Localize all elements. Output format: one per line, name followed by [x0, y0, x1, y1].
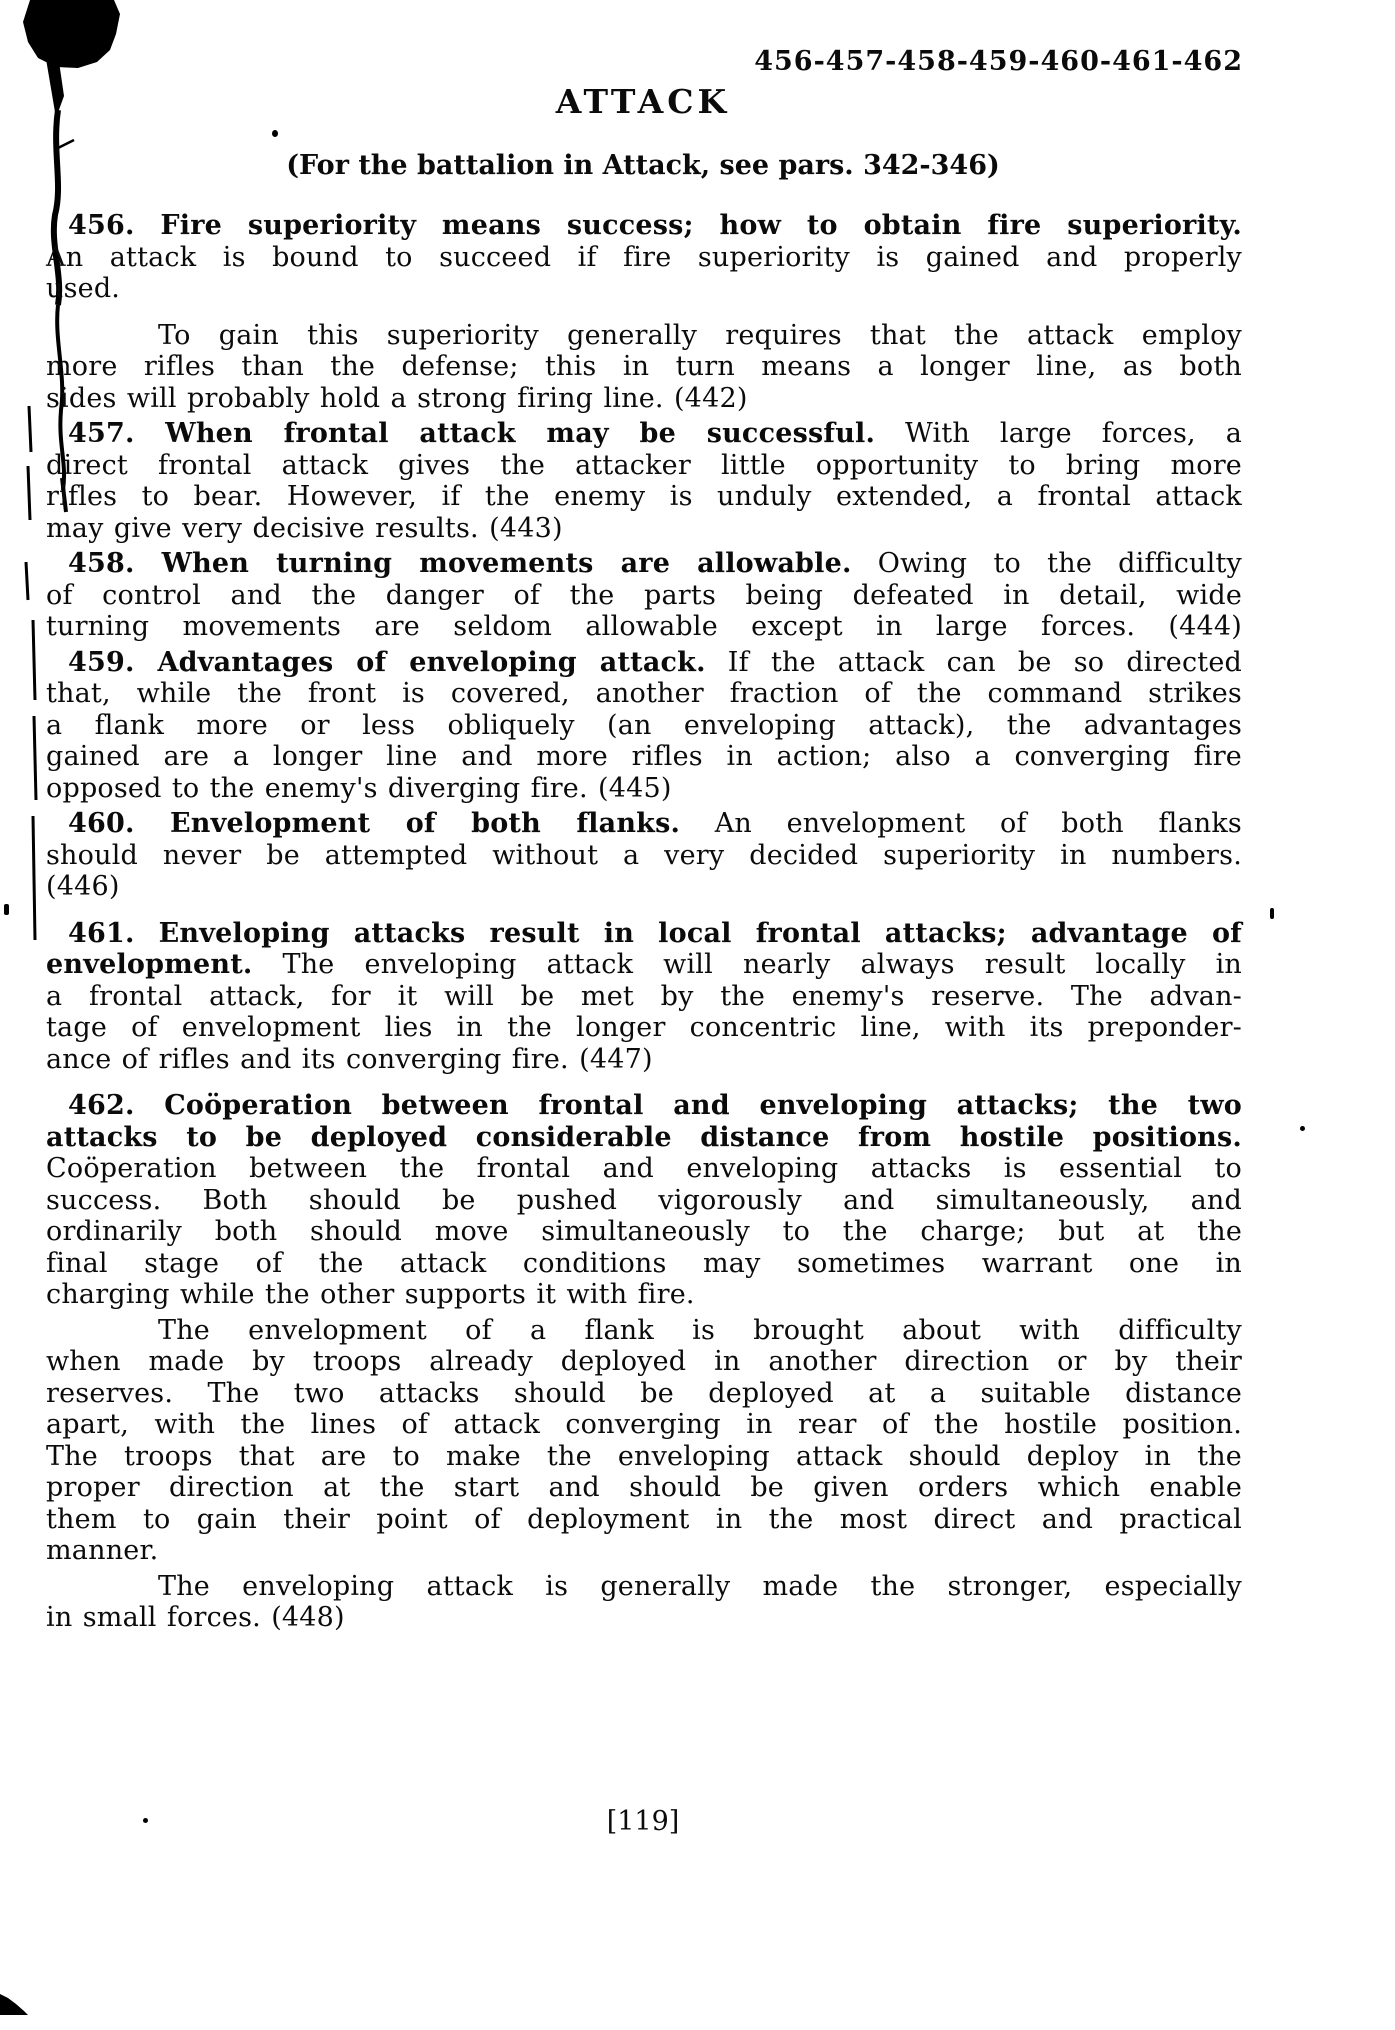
bold-text-segment: 459. Advantages of enveloping attack.: [68, 646, 706, 678]
text-segment: sides will probably hold a strong firing line. (442): [46, 382, 748, 414]
text-segment: success. Both should be pushed vigorously and simultaneously, and: [46, 1184, 1242, 1216]
bold-text-segment: 458. When turning movements are allowable.: [68, 548, 852, 579]
text-segment: The enveloping attack will nearly always result locally in: [252, 949, 1242, 980]
paragraph: [46, 418, 1242, 544]
header-paragraph-numbers: 456-457-458-459-460-461-462: [754, 46, 1243, 77]
text-line: [46, 1346, 1242, 1378]
bold-text-segment: 461. Enveloping attacks result in local frontal attacks; advantage of: [68, 917, 1242, 949]
text-line: [46, 351, 1242, 383]
text-segment: should never be attempted without a very decided superiority in numbers.: [46, 839, 1242, 871]
text-segment: charging while the other supports it with fire.: [46, 1279, 695, 1310]
text-line: [46, 1248, 1242, 1280]
paragraph: [46, 1090, 1242, 1311]
paragraph: [46, 918, 1242, 1076]
text-line: [46, 418, 1242, 450]
text-line: [46, 210, 1242, 242]
text-segment: An attack is bound to succeed if fire superiority is gained and properly: [46, 241, 1242, 273]
text-segment: in small forces. (448): [46, 1602, 345, 1633]
text-line: [46, 383, 1242, 415]
text-segment: apart, with the lines of attack converging in rear of the hostile position.: [46, 1409, 1242, 1440]
bold-text-segment: 456. Fire superiority means success; how to obtain fire superiority.: [68, 210, 1242, 241]
text-segment: a flank more or less obliquely (an enveloping attack), the advantages: [46, 709, 1242, 741]
text-segment: The envelopment of a flank is brought about with difficulty: [158, 1314, 1242, 1346]
text-line: [46, 647, 1242, 679]
scan-speck: [4, 904, 9, 915]
text-line: [46, 741, 1242, 773]
text-segment: Owing to the difficulty: [851, 548, 1242, 579]
text-line: [46, 1122, 1242, 1154]
text-line: [46, 1378, 1242, 1410]
text-line: [46, 981, 1242, 1013]
text-segment: To gain this superiority generally requires that the attack employ: [158, 319, 1242, 351]
text-line: [46, 808, 1242, 840]
text-line: [46, 1571, 1242, 1603]
paragraph: [46, 808, 1242, 903]
text-segment: used.: [46, 273, 121, 304]
text-line: [46, 1602, 1242, 1634]
text-segment: ordinarily both should move simultaneously to the charge; but at the: [46, 1216, 1242, 1247]
text-line: [46, 678, 1242, 710]
text-segment: The troops that are to make the enveloping attack should deploy in the: [46, 1440, 1242, 1472]
paragraph: [46, 1315, 1242, 1567]
text-segment: may give very decisive results. (443): [46, 512, 563, 544]
text-line: [46, 840, 1242, 872]
text-line: [46, 320, 1242, 352]
scan-speck: [1270, 908, 1274, 919]
scan-speck: [272, 130, 278, 137]
text-segment: direct frontal attack gives the attacker little opportunity to bring more: [46, 449, 1242, 481]
page-title: ATTACK: [555, 82, 731, 121]
paragraph: [46, 1571, 1242, 1634]
text-line: [46, 481, 1242, 513]
text-segment: final stage of the attack conditions may sometimes warrant one in: [46, 1247, 1242, 1279]
text-line: [46, 710, 1242, 742]
text-line: [46, 1472, 1242, 1504]
page-subtitle: (For the battalion in Attack, see pars. 342-346): [286, 150, 1000, 181]
text-segment: reserves. The two attacks should be deployed at a suitable distance: [46, 1377, 1242, 1409]
text-segment: a frontal attack, for it will be met by the enemy's reserve. The advan-: [46, 980, 1242, 1012]
paragraph: [46, 647, 1242, 805]
text-line: [46, 1409, 1242, 1441]
text-segment: more rifles than the defense; this in turn means a longer line, as both: [46, 351, 1242, 382]
text-segment: rifles to bear. However, if the enemy is unduly extended, a frontal attack: [46, 481, 1242, 512]
text-body: [46, 206, 1242, 1634]
scan-speck: [1300, 1126, 1305, 1131]
text-line: [46, 1012, 1242, 1044]
text-segment: (446): [46, 871, 120, 902]
text-line: [46, 1153, 1242, 1185]
bold-text-segment: 457. When frontal attack may be successful.: [68, 418, 876, 449]
text-line: [46, 1315, 1242, 1347]
paragraph: [46, 320, 1242, 415]
text-segment: gained are a longer line and more rifles in action; also a converging fire: [46, 741, 1242, 772]
text-line: [46, 548, 1242, 580]
corner-tear-artifact: [0, 1990, 40, 2020]
text-line: [46, 242, 1242, 274]
text-line: [46, 1216, 1242, 1248]
text-line: [46, 918, 1242, 950]
text-segment: opposed to the enemy's diverging fire. (445): [46, 772, 672, 804]
text-segment: that, while the front is covered, another fraction of the command strikes: [46, 678, 1242, 709]
text-line: [46, 1504, 1242, 1536]
text-segment: The enveloping attack is generally made the stronger, especially: [158, 1570, 1242, 1602]
bold-text-segment: attacks to be deployed considerable distance from hostile positions.: [46, 1121, 1242, 1153]
text-segment: If the attack can be so directed: [705, 646, 1242, 678]
text-line: [46, 773, 1242, 805]
text-line: [46, 450, 1242, 482]
text-line: [46, 1441, 1242, 1473]
text-line: [46, 611, 1242, 643]
text-line: [46, 1090, 1242, 1122]
bold-text-segment: envelopment.: [46, 949, 253, 980]
text-line: [46, 580, 1242, 612]
text-segment: tage of envelopment lies in the longer concentric line, with its preponder-: [46, 1012, 1242, 1043]
paragraph: [46, 210, 1242, 305]
text-segment: of control and the danger of the parts being defeated in detail, wide: [46, 579, 1242, 611]
text-line: [46, 1044, 1242, 1076]
text-segment: An envelopment of both flanks: [680, 808, 1242, 839]
text-segment: when made by troops already deployed in another direction or by their: [46, 1346, 1242, 1377]
paragraph: [46, 548, 1242, 643]
text-line: [46, 513, 1242, 545]
text-line: [46, 1279, 1242, 1311]
text-line: [46, 949, 1242, 981]
text-line: [46, 1535, 1242, 1567]
text-segment: proper direction at the start and should be given orders which enable: [46, 1472, 1242, 1503]
bold-text-segment: 462. Coöperation between frontal and enveloping attacks; the two: [68, 1090, 1242, 1121]
text-segment: ance of rifles and its converging fire. (447): [46, 1043, 653, 1075]
text-segment: With large forces, a: [875, 418, 1242, 449]
text-segment: manner.: [46, 1535, 159, 1566]
text-segment: Coöperation between the frontal and enveloping attacks is essential to: [46, 1153, 1242, 1184]
text-segment: turning movements are seldom allowable except in large forces. (444): [46, 611, 1242, 642]
bold-text-segment: 460. Envelopment of both flanks.: [68, 808, 681, 839]
footer-page-number: [119]: [606, 1806, 680, 1837]
text-line: [46, 871, 1242, 903]
text-segment: them to gain their point of deployment in the most direct and practical: [46, 1503, 1242, 1535]
text-line: [46, 273, 1242, 305]
text-line: [46, 1185, 1242, 1217]
